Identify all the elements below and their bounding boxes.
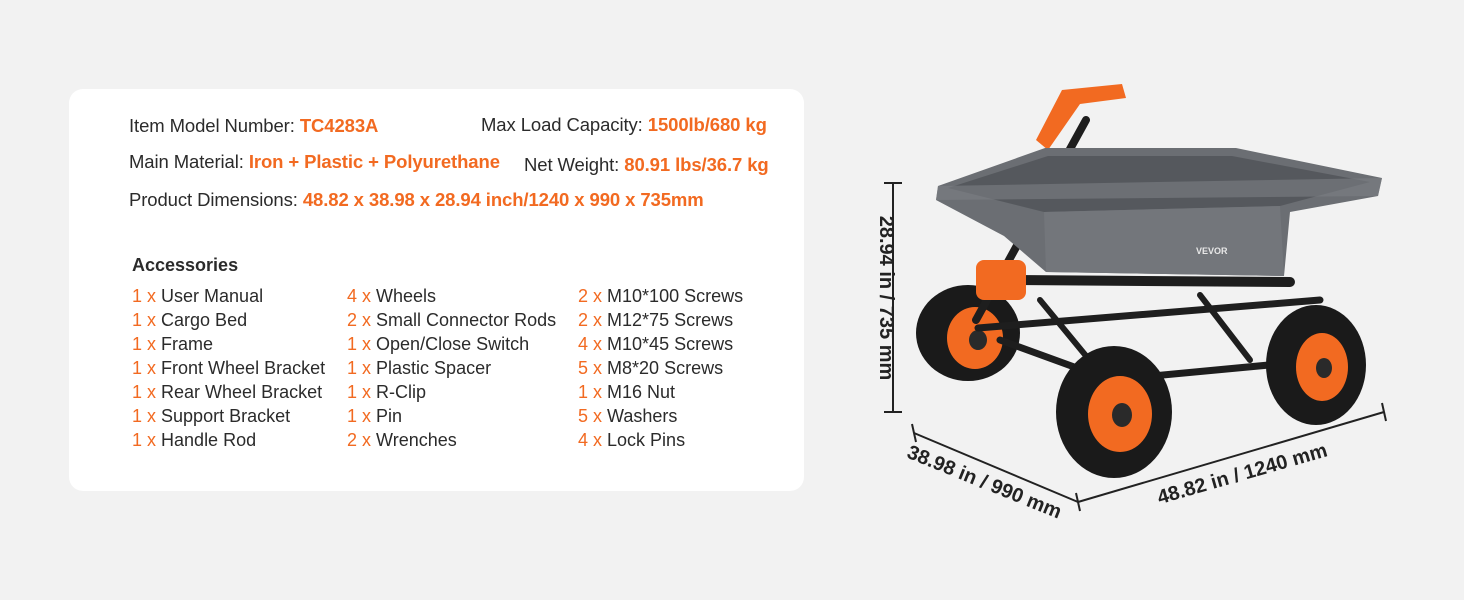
accessory-name: Lock Pins	[607, 430, 686, 450]
accessory-qty: 1 x	[347, 406, 372, 426]
accessory-qty: 2 x	[347, 430, 372, 450]
accessory-qty: 1 x	[347, 334, 372, 354]
brand-logo: VEVOR	[1196, 246, 1228, 256]
accessories-column-3	[578, 284, 743, 452]
accessory-item	[347, 404, 556, 428]
spec-weight	[524, 154, 769, 176]
cargo-bed	[936, 148, 1382, 276]
accessories-title: Accessories	[132, 255, 239, 275]
accessory-name: Wheels	[376, 286, 437, 306]
accessory-qty: 1 x	[132, 334, 157, 354]
width-dimension-label: 48.82 in / 1240 mm	[1154, 439, 1330, 510]
accessory-item	[347, 332, 556, 356]
accessory-item	[132, 308, 325, 332]
height-dimension-label: 28.94 in / 735 mm	[875, 215, 897, 381]
accessory-item	[347, 308, 556, 332]
model-label: Item Model Number:	[129, 115, 295, 136]
accessory-name: Rear Wheel Bracket	[161, 382, 323, 402]
accessory-name: M8*20 Screws	[607, 358, 724, 378]
front-wheel	[1056, 346, 1172, 478]
accessory-name: User Manual	[161, 286, 264, 306]
accessory-name: R-Clip	[376, 382, 427, 402]
spec-material	[129, 151, 500, 173]
weight-label: Net Weight:	[524, 154, 620, 175]
accessory-name: M10*100 Screws	[607, 286, 744, 306]
accessory-name: Cargo Bed	[161, 310, 248, 330]
accessory-qty: 5 x	[578, 406, 603, 426]
accessory-qty: 2 x	[347, 310, 372, 330]
accessory-name: Washers	[607, 406, 678, 426]
spec-model	[129, 115, 378, 137]
accessory-item	[132, 356, 325, 380]
accessory-name: Pin	[376, 406, 403, 426]
dump-cart-illustration	[840, 60, 1420, 580]
accessory-qty: 5 x	[578, 358, 603, 378]
accessory-name: Support Bracket	[161, 406, 291, 426]
rear-right-wheel	[1266, 305, 1366, 425]
accessory-item	[578, 428, 743, 452]
accessory-name: Handle Rod	[161, 430, 257, 450]
accessory-item	[132, 428, 325, 452]
accessory-item	[578, 404, 743, 428]
accessory-qty: 1 x	[132, 358, 157, 378]
accessory-item	[132, 404, 325, 428]
weight-value: 80.91 lbs/36.7 kg	[624, 154, 769, 175]
accessories-column-2	[347, 284, 556, 452]
accessory-item	[578, 308, 743, 332]
accessory-name: Open/Close Switch	[376, 334, 530, 354]
accessory-item	[578, 356, 743, 380]
dims-label: Product Dimensions:	[129, 189, 298, 210]
accessory-item	[347, 428, 556, 452]
accessory-item	[578, 332, 743, 356]
material-label: Main Material:	[129, 151, 244, 172]
material-value: Iron + Plastic + Polyurethane	[248, 151, 500, 172]
spec-load	[481, 114, 767, 136]
accessory-qty: 2 x	[578, 286, 603, 306]
accessory-item	[132, 284, 325, 308]
spec-dimensions	[129, 189, 704, 211]
depth-dimension-label: 38.98 in / 990 mm	[903, 441, 1065, 524]
accessory-item	[578, 380, 743, 404]
accessory-qty: 4 x	[578, 334, 603, 354]
accessory-qty: 1 x	[132, 430, 157, 450]
load-label: Max Load Capacity:	[481, 114, 643, 135]
accessory-name: M16 Nut	[607, 382, 676, 402]
accessory-qty: 4 x	[347, 286, 372, 306]
accessory-qty: 1 x	[578, 382, 603, 402]
accessory-item	[578, 284, 743, 308]
accessory-qty: 1 x	[132, 382, 157, 402]
accessory-name: Plastic Spacer	[376, 358, 492, 378]
accessory-name: Small Connector Rods	[376, 310, 557, 330]
dims-value: 48.82 x 38.98 x 28.94 inch/1240 x 990 x 735mm	[302, 189, 704, 210]
accessory-name: Front Wheel Bracket	[161, 358, 326, 378]
accessory-item	[347, 356, 556, 380]
accessory-name: M10*45 Screws	[607, 334, 734, 354]
accessory-item	[132, 332, 325, 356]
accessory-name: Frame	[161, 334, 214, 354]
accessory-qty: 1 x	[347, 358, 372, 378]
accessory-qty: 1 x	[132, 406, 157, 426]
accessory-name: Wrenches	[376, 430, 457, 450]
accessory-qty: 1 x	[347, 382, 372, 402]
accessory-item	[132, 380, 325, 404]
accessories-column-1	[132, 284, 325, 452]
accessory-item	[347, 380, 556, 404]
model-value: TC4283A	[299, 115, 379, 136]
accessory-qty: 2 x	[578, 310, 603, 330]
accessory-name: M12*75 Screws	[607, 310, 734, 330]
load-value: 1500lb/680 kg	[647, 114, 767, 135]
accessory-qty: 1 x	[132, 310, 157, 330]
accessory-qty: 4 x	[578, 430, 603, 450]
accessory-qty: 1 x	[132, 286, 157, 306]
accessory-item	[347, 284, 556, 308]
